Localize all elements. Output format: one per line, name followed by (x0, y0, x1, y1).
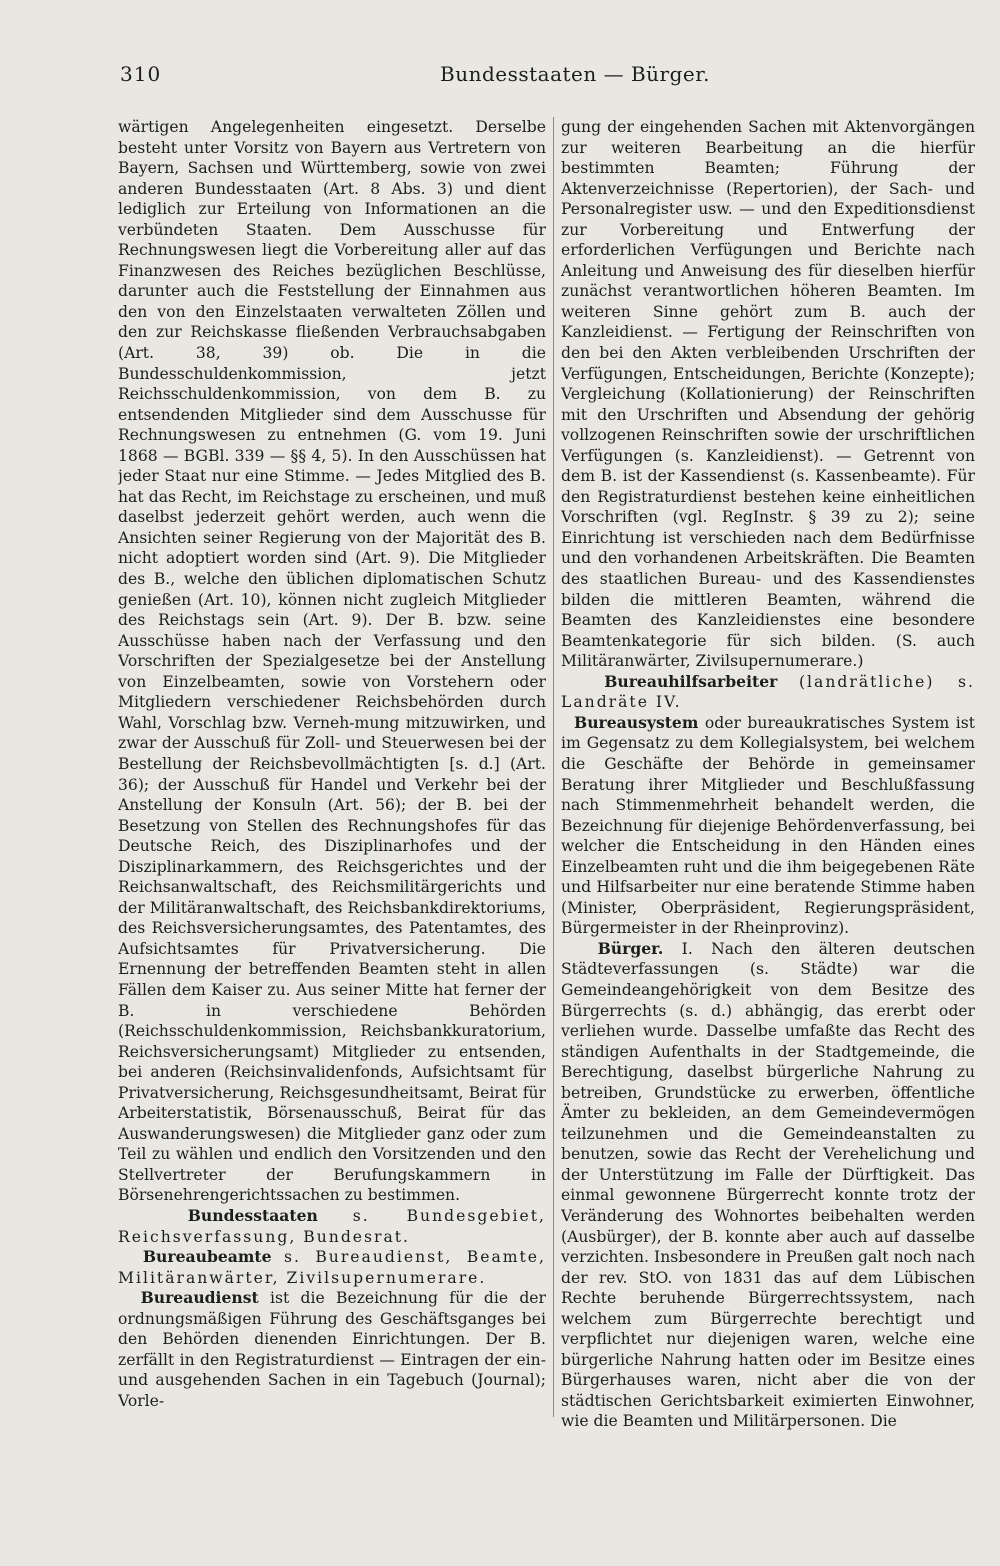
entry-bundesstaaten (118, 1206, 546, 1247)
entry-text: s. Bundesgebiet, Reichsverfassung, Bundesrat. (118, 1206, 546, 1246)
entry-bureauhilfsarbeiter (561, 672, 975, 713)
entry-bureaubeamte (118, 1247, 546, 1288)
continued-text: wärtigen Angelegenheiten eingesetzt. Derselbe besteht unter Vorsitz von Bayern aus Vertretern von Bayern, Sachsen und Württemberg, sowie von zwei anderen Bundesstaaten (Art. 8 Abs. 3) und dient lediglich zur Erteilung von Informationen an die verbündeten Staaten. Dem Ausschusse für Rechnungswesen liegt die Vorbereitung aller auf das Finanzwesen des Reiches bezüglichen Beschlüsse, darunter auch die Feststellung der Einnahmen aus den von den Einzelstaaten verwalteten Zöllen und den zur Reichskasse fließenden Verbrauchsabgaben (Art. 38, 39) ob. Die in die Bundesschuldenkommission, jetzt Reichsschuldenkommission, von dem B. zu entsendenden Mitglieder sind dem Ausschusse für Rechnungswesen zu entnehmen (G. vom 19. Juni 1868 — BGBl. 339 — §§ 4, 5). In den Ausschüssen hat jeder Staat nur eine Stimme. — Jedes Mitglied des B. hat das Recht, im Reichstage zu erscheinen, und muß daselbst jederzeit gehört werden, auch wenn die Ansichten seiner Regierung von der Majorität des B. nicht adoptiert worden sind (Art. 9). Die Mitglieder des B., welche den üblichen diplomatischen Schutz genießen (Art. 10), können nicht zugleich Mitglieder des Reichstags sein (Art. 9). Der B. bzw. seine Ausschüsse haben nach der Verfassung und den Vorschriften der Spezialgesetze bei der Anstellung von Einzelbeamten, sowie von Vorstehern oder Mitgliedern verschiedener Reichsbehörden durch Wahl, Vorschlag bzw. Verneh-mung mitzuwirken, und zwar der Ausschuß für Zoll- und Steuerwesen bei der Bestellung der Reichsbevollmächtigten [s. d.] (Art. 36); der Ausschuß für Handel und Verkehr bei der Anstellung der Konsuln (Art. 56); der B. bei der Besetzung von Stellen des Rechnungshofes für das Deutsche Reich, des Disziplinarhofes und der Disziplinarkammern, des Reichsgerichtes und der Reichsanwaltschaft, des Reichsmilitärgerichts und der Militäranwaltschaft, des Reichsbankdirektoriums, des Reichsversicherungsamtes, des Patentamtes, des Aufsichtsamtes für Privatversicherung. Die Ernennung der betreffenden Beamten steht in allen Fällen dem Kaiser zu. Aus seiner Mitte hat ferner der B. in verschiedene Behörden (Reichsschuldenkommission, Reichsbankkuratorium, Reichsversicherungsamt) Mitglieder zu entsenden, bei anderen (Reichsinvalidenfonds, Aufsichtsamt für Privatversicherung, Reichsgesundheitsamt, Beirat für Arbeiterstatistik, Börsenausschuß, Beirat für das Auswanderungswesen) die Mitglieder ganz oder zum Teil zu wählen und endlich den Vorsitzenden und den Stellvertreter der Berufungskammern in Börsenehrengerichtssachen zu bestimmen. (118, 118, 546, 1205)
entry-head: Bureausystem (574, 712, 699, 732)
page-number: 310 (120, 62, 162, 86)
right-column (561, 117, 975, 1542)
entry-buerger (561, 939, 975, 1432)
entry-head: Bureaubeamte (142, 1247, 272, 1267)
column-divider (553, 117, 554, 1417)
continued-entry-text (561, 117, 975, 672)
page-header (120, 62, 980, 92)
entry-bureausystem (561, 713, 975, 939)
running-head: Bundesstaaten — Bürger. (440, 62, 710, 86)
left-column (118, 117, 546, 1542)
entry-text: s. Bureaudienst, Beamte, Militäranwärter, Zivilsupernumerare. (118, 1248, 546, 1287)
entry-head: Bundesstaaten (187, 1205, 318, 1225)
entry-head: Bureauhilfsarbeiter (604, 671, 778, 691)
continued-text: gung der eingehenden Sachen mit Aktenvorgängen zur weiteren Bearbeitung an die hierfür bestimmten Beamten; Führung der Aktenverzeichnisse (Repertorien), der Sach- und Personalregister usw. — und den Expeditionsdienst zur Vorbereitung und Entwerfung der erforderlichen Verfügungen und Berichte nach Anleitung und Anweisung des für dieselben hierfür zunächst verantwortlichen höheren Beamten. Im weiteren Sinne gehört zum B. auch der Kanzleidienst. — Fertigung der Reinschriften von den bei den Akten verbleibenden Urschriften der Verfügungen, Entscheidungen, Berichte (Konzepte); Vergleichung (Kollationierung) der Reinschriften mit den Urschriften und Absendung der gehörig vollzogenen Reinschriften sowie der urschriftlichen Verfügungen (s. Kanzleidienst). — Getrennt von dem B. ist der Kassendienst (s. Kassenbeamte). Für den Registraturdienst bestehen keine einheitlichen Vorschriften (vgl. RegInstr. § 39 zu 2); seine Einrichtung ist verschieden nach dem Bedürfnisse und den vorhandenen Arbeitskräften. Die Beamten des staatlichen Bureau- und des Kassendienstes bilden die mittleren Beamten, während die Beamten des Kanzleidienstes eine besondere Beamtenkategorie für sich bilden. (S. auch Militäranwärter, Zivilsupernumerare.) (561, 118, 975, 671)
entry-bureaudienst (118, 1288, 546, 1411)
entry-head: Bureaudienst (140, 1288, 259, 1308)
entry-text: ist die Bezeichnung für die der ordnungsmäßigen Führung des Geschäftsganges bei den Behörden dienenden Einrichtungen. Der B. zerfällt in den Registraturdienst — Eintragen der ein- und ausgehenden Sachen in ein Tagebuch (Journal); Vorle- (118, 1289, 546, 1410)
entry-head: Bürger. (597, 938, 664, 958)
entry-text: I. Nach den älteren deutschen Städteverfassungen (s. Städte) war die Gemeindeangehörigkeit von dem Besitze des Bürgerrechts (s. d.) abhängig, das ererbt oder verliehen wurde. Dasselbe umfaßte das Recht des ständigen Aufenthalts in der Stadtgemeinde, die Berechtigung, daselbst bürgerliche Nahrung zu betreiben, Grundstücke zu erwerben, öffentliche Ämter zu bekleiden, an dem Gemeindevermögen teilzunehmen und die Gemeindeanstalten zu benutzen, sowie das Recht der Verehelichung und der Unterstützung im Falle der Dürftigkeit. Das einmal gewonnene Bürgerrecht konnte trotz der Veränderung des Wohnortes beibehalten werden (Ausbürger), der B. konnte aber auch auf dasselbe verzichten. Insbesondere in Preußen galt noch nach der rev. StO. von 1831 das auf dem Lübischen Rechte beruhende Bürgerrechtssystem, nach welchem zum Bürgerrechte berechtigt und verpflichtet nur diejenigen waren, welche eine bürgerliche Nahrung hatten oder im Besitze eines Bürgerhauses waren, nicht aber die von der städtischen Gerichtsbarkeit eximierten Einwohner, wie die Beamten und Militärpersonen. Die (561, 939, 975, 1431)
entry-text: oder bureaukratisches System ist im Gegensatz zu dem Kollegialsystem, bei welchem die Geschäfte der Behörde in gemeinsamer Beratung ihrer Mitglieder und Beschlußfassung nach Stimmenmehrheit behandelt werden, die Bezeichnung für diejenige Behördenverfassung, bei welcher die Entscheidung in den Händen eines Einzelbeamten ruht und die ihm beigegebenen Räte und Hilfsarbeiter nur eine beratende Stimme haben (Minister, Oberpräsident, Regierungspräsident, Bürgermeister in der Rheinprovinz). (561, 713, 975, 938)
continued-entry-text (118, 117, 546, 1206)
entry-text: (landrätliche) s. Landräte IV. (561, 672, 975, 712)
